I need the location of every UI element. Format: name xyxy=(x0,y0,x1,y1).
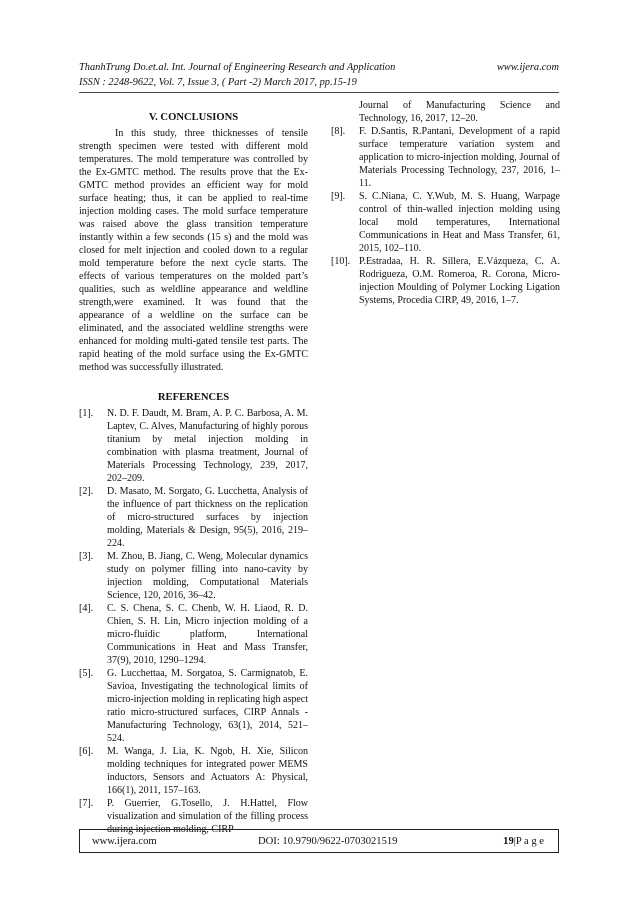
reference-continuation xyxy=(331,99,560,125)
conclusions-heading: V. CONCLUSIONS xyxy=(148,112,239,123)
reference-number: [10]. xyxy=(331,256,351,267)
reference-item xyxy=(79,745,308,797)
header-divider xyxy=(79,92,559,93)
reference-item xyxy=(79,407,308,485)
reference-text: F. D.Santis, R.Pantani, Development of a rapid surface temperature variation system and application to micro-injection molding, Journal of Materials Processing Technology, 237, 2016, 1–11. xyxy=(359,126,560,189)
conclusions-paragraph: In this study, three thicknesses of tensile strength specimen were tested with different mold temperatures. The mold temperature was controlled by the Ex-GMTC method. The results prove that the Ex-GMTC method provides an efficient way for mold surface heating; thus, it can be applied to real-time injection molding cases. The mold surface temperature was raised above the glass transition temperature instantly within a few seconds (15 s) and the mold was closed for melt injection and cooled down to a regular mold temperature before the next cycle starts. The effects of various temperatures on the molded part’s qualities, such as weldline appearance and weldline strength,were examined. It was found that the appearance of a weldline on the surface can be eliminated, and the associated weldline strengths were enhanced for molding multi-gated tensile test parts. The rapid heating of the mold surface using the Ex-GMTC method was successfully illustrated. xyxy=(79,128,308,373)
page-label: |P a g e xyxy=(513,835,544,847)
journal-citation: ThanhTrung Do.et.al. Int. Journal of Engineering Research and Application xyxy=(79,62,396,73)
page-footer xyxy=(79,829,559,853)
reference-number: [8]. xyxy=(331,126,346,137)
reference-number: [4]. xyxy=(79,603,94,614)
reference-item xyxy=(79,602,308,667)
reference-item xyxy=(79,550,308,602)
reference-number: [9]. xyxy=(331,191,346,202)
journal-website[interactable]: www.ijera.com xyxy=(496,62,559,73)
reference-item xyxy=(79,485,308,550)
reference-text: P. Guerrier, G.Tosello, J. H.Hattel, Flow visualization and simulation of the filling process during injection molding, CIRP xyxy=(107,798,308,835)
reference-text: M. Zhou, B. Jiang, C. Weng, Molecular dynamics study on polymer filling into nano-cavity by injection molding, Computational Materials Science, 120, 2016, 36–42. xyxy=(107,551,308,601)
reference-number: [1]. xyxy=(79,408,94,419)
reference-number: [3]. xyxy=(79,551,94,562)
reference-item xyxy=(79,667,308,745)
reference-text: S. C.Niana, C. Y.Wub, M. S. Huang, Warpage control of thin-walled injection molding using local mold temperatures, International Communications in Heat and Mass Transfer, 61, 2015, 102–110. xyxy=(359,191,560,254)
reference-text: Journal of Manufacturing Science and Technology, 16, 2017, 12–20. xyxy=(359,100,560,124)
footer-doi: DOI: 10.9790/9622-0703021519 xyxy=(258,835,398,847)
reference-text: N. D. F. Daudt, M. Bram, A. P. C. Barbosa, A. M. Laptev, C. Alves, Manufacturing of highly porous titanium by metal injection molding in combination with plasma treatment, Journal of Materials Processing Technology, 239, 2017, 202–209. xyxy=(107,408,308,484)
reference-text: M. Wanga, J. Lia, K. Ngob, H. Xie, Silicon molding techniques for integrated power MEMS inductors, Sensors and Actuators A: Physical, 166(1), 2011, 157–163. xyxy=(107,746,308,796)
reference-text: D. Masato, M. Sorgato, G. Lucchetta, Analysis of the influence of part thickness on the replication of micro-structured surfaces by injection molding, Materials & Design, 95(5), 2016, 219–224. xyxy=(107,486,308,549)
reference-number: [2]. xyxy=(79,486,94,497)
reference-text: P.Estradaa, H. R. Sillera, E.Vázqueza, C. A. Rodrigueza, O.M. Romeroa, R. Corona, Micro-injection Moulding of Polymer Locking Ligation Systems, Procedia CIRP, 49, 2016, 1–7. xyxy=(359,256,560,306)
right-column xyxy=(331,99,560,307)
page-header xyxy=(79,60,559,90)
references-heading: REFERENCES xyxy=(157,392,230,403)
reference-text: G. Lucchettaa, M. Sorgatoa, S. Carmignatob, E. Savioa, Investigating the technological limits of micro-injection molding in replicating high aspect ratio micro-structured surfaces, CIRP Annals - Manufacturing Technology, 63(1), 2014, 521–524. xyxy=(107,668,308,744)
footer-website[interactable]: www.ijera.com xyxy=(92,835,157,847)
issn-line: ISSN : 2248-9622, Vol. 7, Issue 3, ( Part -2) March 2017, pp.15-19 xyxy=(79,77,357,88)
reference-text: C. S. Chena, S. C. Chenb, W. H. Liaod, R. D. Chien, S. H. Lin, Micro injection molding of a micro-fluidic platform, International Communications in Heat and Mass Transfer, 37(9), 2010, 1290–1294. xyxy=(107,603,308,666)
reference-number: [7]. xyxy=(79,798,94,809)
reference-number: [6]. xyxy=(79,746,94,757)
page-number-value: 19 xyxy=(503,835,514,847)
page-number xyxy=(503,836,544,847)
reference-number: [5]. xyxy=(79,668,94,679)
reference-item xyxy=(331,255,560,307)
reference-item xyxy=(331,190,560,255)
left-column xyxy=(79,99,308,836)
reference-item xyxy=(331,125,560,190)
reference-list-left xyxy=(79,407,308,836)
